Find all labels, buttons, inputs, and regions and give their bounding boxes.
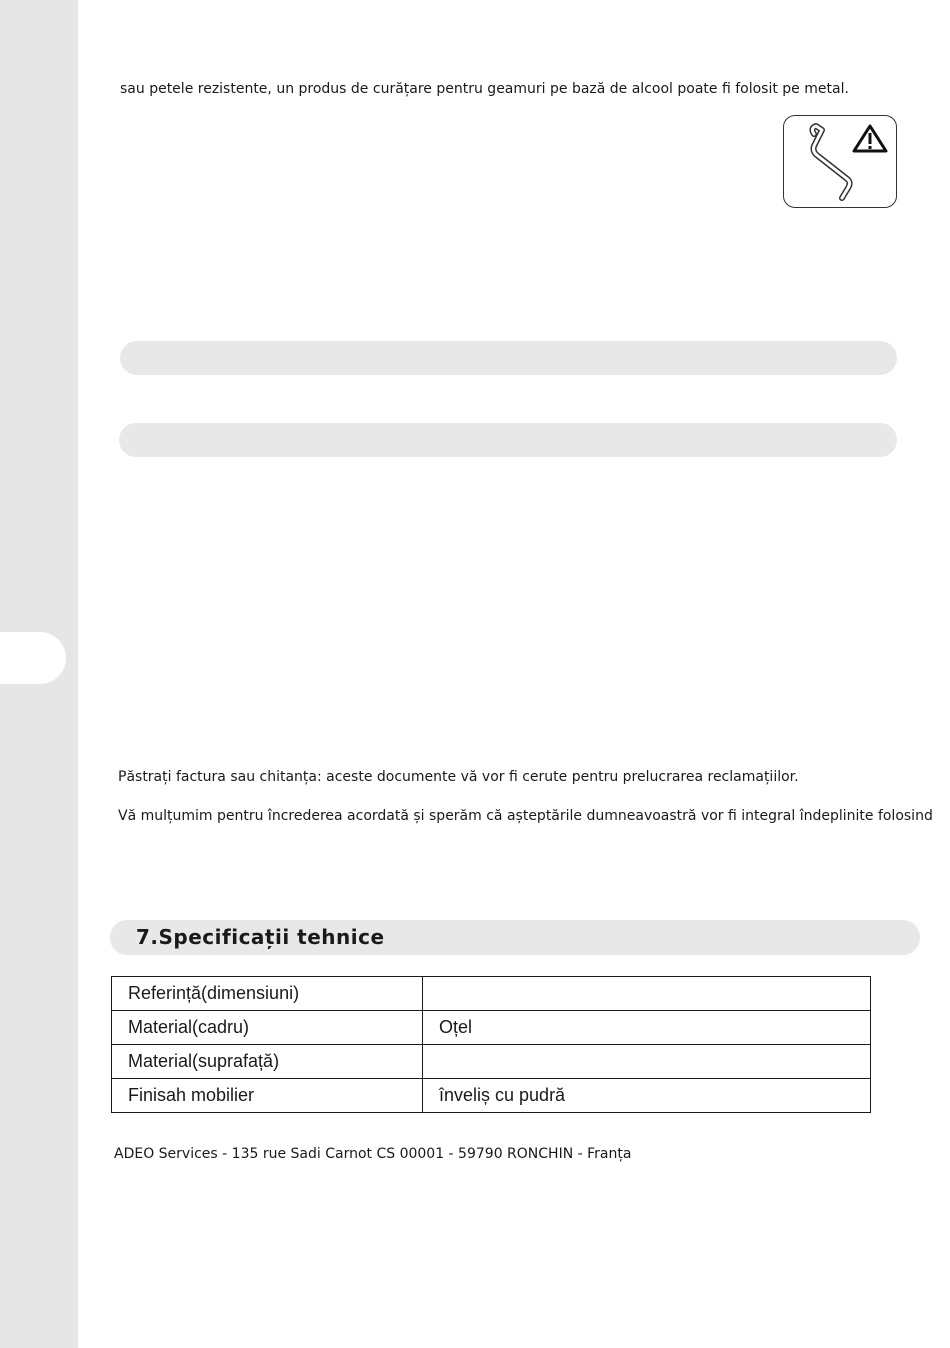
allen-key-icon [784,116,896,207]
spec-value [423,1045,871,1079]
receipt-notice-text: Păstrați factura sau chitanța: aceste documente vă vor fi cerute pentru prelucrarea reclamațiilor. [118,769,799,785]
cleaning-instruction-text: sau petele rezistente, un produs de curățare pentru geamuri pe bază de alcool poate fi folosit pe metal. [120,81,849,97]
table-row [112,977,871,1011]
section-header-bar-1 [120,341,897,375]
thanks-text: Vă mulțumim pentru încrederea acordată și sperăm că așteptările dumneavoastră vor fi integral îndeplinite folosind [118,808,933,824]
table-row [112,1045,871,1079]
spec-label: Referință(dimensiuni) [112,977,423,1011]
table-row [112,1011,871,1045]
tool-warning-box [783,115,897,208]
spec-label: Finisah mobilier [112,1079,423,1113]
section-header-bar-2 [119,423,897,457]
side-page-tab [0,632,66,684]
spec-label: Material(cadru) [112,1011,423,1045]
section-title: 7.Specificații tehnice [136,925,385,949]
spec-value: Oțel [423,1011,871,1045]
spec-table [111,976,871,1113]
table-row [112,1079,871,1113]
footer-address: ADEO Services - 135 rue Sadi Carnot CS 00001 - 59790 RONCHIN - Franța [114,1146,632,1162]
spec-value: înveliș cu pudră [423,1079,871,1113]
warning-triangle-icon [854,126,886,151]
spec-label: Material(suprafață) [112,1045,423,1079]
spec-value [423,977,871,1011]
